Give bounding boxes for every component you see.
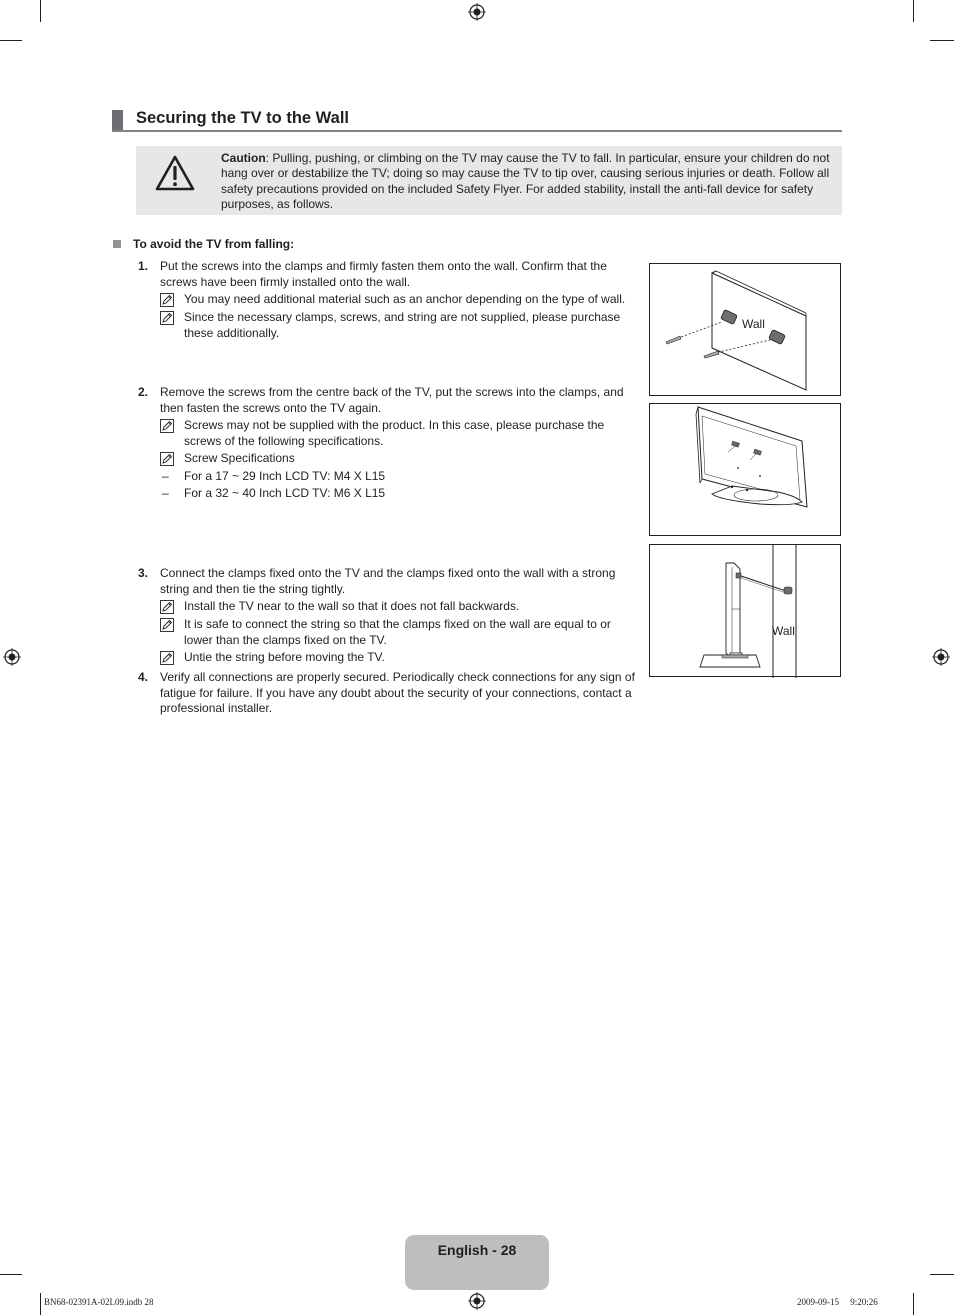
note-text: Screws may not be supplied with the product. In this case, please purchase the screws of the following specifications. [184, 418, 605, 448]
page-number: English - 28 [437, 1242, 517, 1258]
note-pencil-icon [160, 600, 174, 614]
print-slug-left: BN68-02391A-02L09.indb 28 [44, 1297, 154, 1307]
note-pencil-icon [160, 452, 174, 466]
note-pencil-icon [160, 311, 174, 325]
step-number: 1. [138, 259, 149, 273]
section-heading-text: To avoid the TV from falling: [133, 237, 295, 251]
note [160, 418, 636, 449]
wall-label: Wall [742, 317, 765, 331]
step-text: Connect the clamps fixed onto the TV and the clamps fixed onto the wall with a strong string and then tie the string tightly. [160, 566, 616, 596]
note-text: Install the TV near to the wall so that it does not fall backwards. [184, 599, 520, 613]
note-pencil-icon [160, 618, 174, 632]
warning-triangle-icon [155, 155, 195, 191]
print-slug-right: 2009-09-15 9:20:26 [797, 1297, 878, 1307]
wall-label: Wall [772, 624, 795, 638]
spec-item: For a 32 ~ 40 Inch LCD TV: M6 X L15 [184, 486, 386, 500]
crop-mark [40, 0, 41, 22]
note-pencil-icon [160, 651, 174, 665]
step-text: Put the screws into the clamps and firmly fasten them onto the wall. Confirm that the screws have been firmly installed onto the wall. [160, 259, 607, 289]
crop-mark [0, 40, 22, 41]
note [160, 292, 636, 308]
spec-item: For a 17 ~ 29 Inch LCD TV: M4 X L15 [184, 469, 386, 483]
crop-mark [930, 1274, 954, 1275]
title-marker [112, 110, 123, 131]
caution-body: : Pulling, pushing, or climbing on the TV may cause the TV to fall. In particular, ensure your children do not hang over or destabilize the TV; doing so may cause the TV to tip over, causing serious injuries or death. Follow all safety precautions provided on the included Safety Flyer. For added stability, install the anti-fall device for safety purposes, as follows. [221, 151, 830, 211]
note [160, 650, 636, 666]
tv-back-illustration [650, 404, 842, 537]
dash-bullet: – [162, 469, 169, 483]
registration-mark-icon [932, 648, 950, 666]
note-text: Since the necessary clamps, screws, and string are not supplied, please purchase these additionally. [184, 310, 621, 340]
figure-tv-back [649, 403, 841, 536]
registration-mark-icon [3, 648, 21, 666]
registration-mark-icon [468, 1292, 486, 1310]
square-bullet-icon [113, 240, 121, 248]
step-number: 2. [138, 385, 149, 399]
note-pencil-icon [160, 293, 174, 307]
crop-mark [913, 1293, 914, 1315]
page-title: Securing the TV to the Wall [136, 109, 349, 127]
caution-label: Caution [221, 151, 266, 165]
dash-bullet: – [162, 486, 169, 500]
note-text: Untie the string before moving the TV. [184, 650, 385, 664]
crop-mark [40, 1293, 41, 1315]
note [160, 451, 636, 467]
note-text: You may need additional material such as an anchor depending on the type of wall. [184, 292, 626, 306]
title-rule [112, 130, 842, 132]
figure-tv-string-wall [649, 544, 841, 677]
note [160, 310, 636, 341]
caution-text [221, 151, 831, 212]
registration-mark-icon [468, 3, 486, 21]
crop-mark [0, 1274, 22, 1275]
figure-wall-clamps [649, 263, 841, 396]
step-text: Remove the screws from the centre back of the TV, put the screws into the clamps, and then fasten the screws onto the TV again. [160, 385, 624, 415]
note-text: It is safe to connect the string so that the clamps fixed on the wall are equal to or lower than the clamps fixed on the TV. [184, 617, 611, 647]
note [160, 617, 636, 648]
note-text: Screw Specifications [184, 451, 295, 465]
crop-mark [930, 40, 954, 41]
step-text: Verify all connections are properly secured. Periodically check connections for any sign of fatigue for failure. If you have any doubt about the security of your connections, contact a professional installer. [160, 670, 635, 715]
section-heading [113, 237, 294, 251]
note [160, 599, 636, 615]
tv-string-illustration [650, 545, 842, 678]
step-number: 3. [138, 566, 149, 580]
note-pencil-icon [160, 419, 174, 433]
step-number: 4. [138, 670, 149, 684]
crop-mark [913, 0, 914, 22]
